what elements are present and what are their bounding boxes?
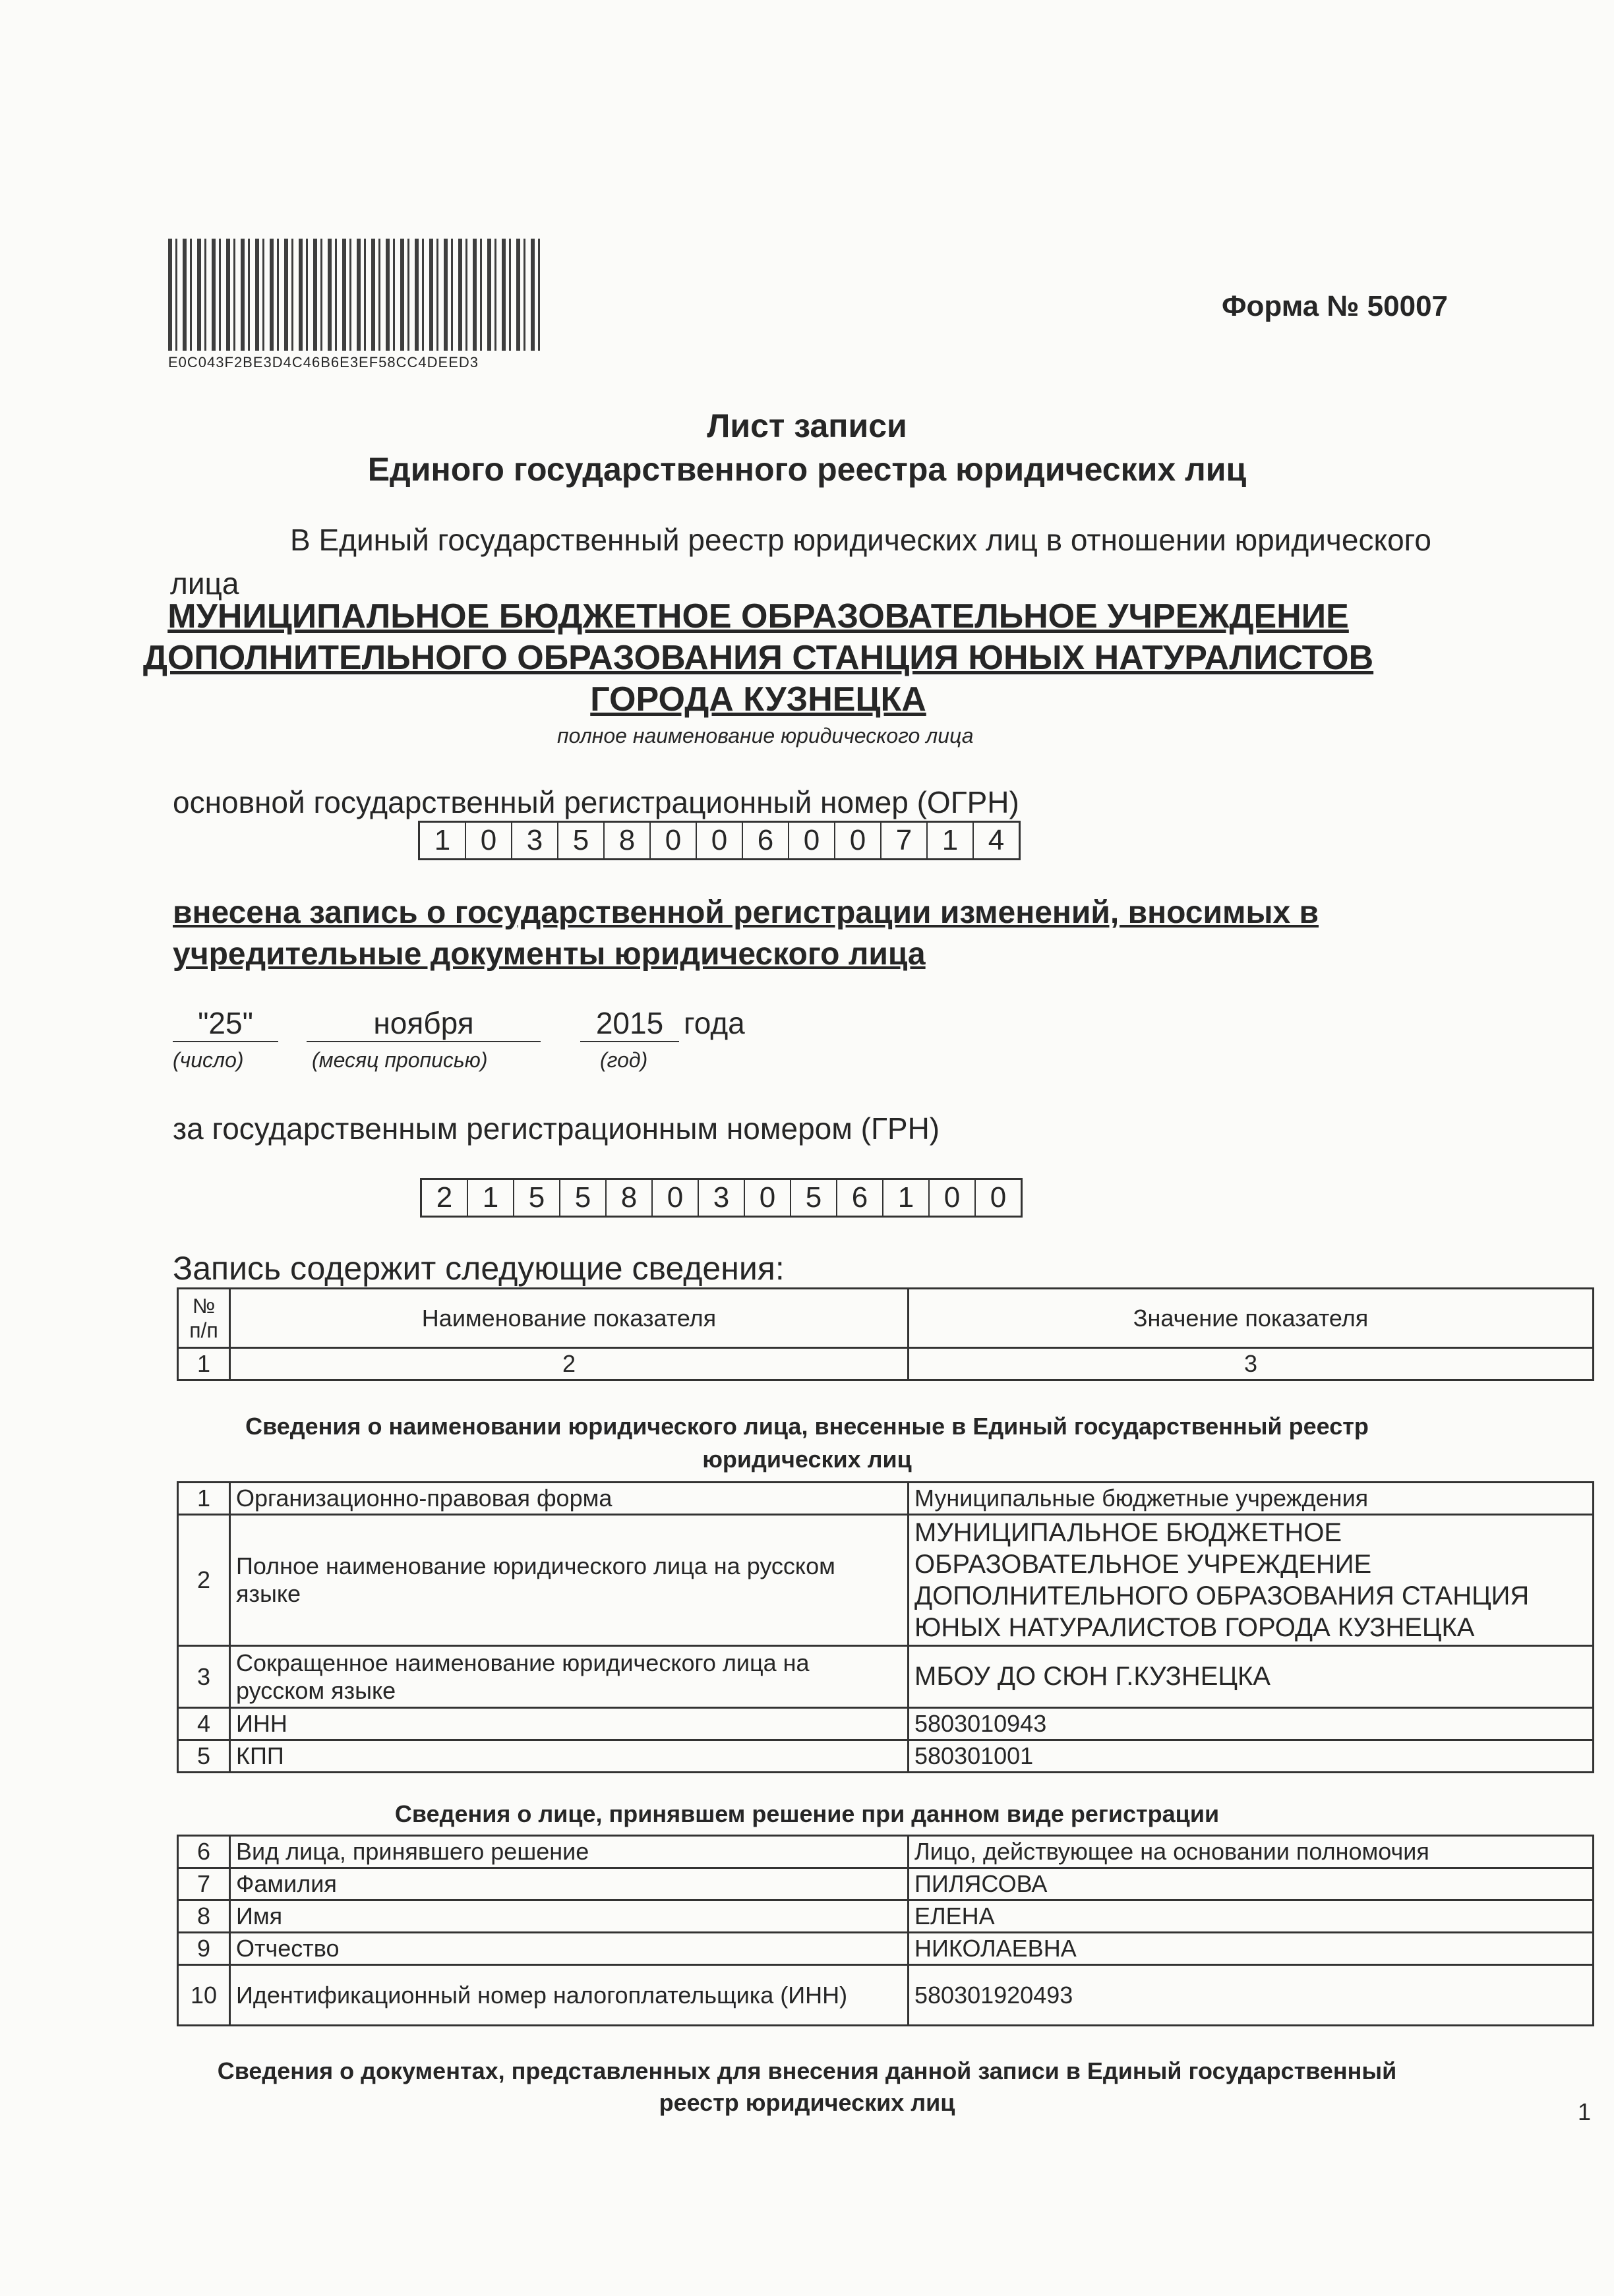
ogrn-digit: 7 — [882, 823, 928, 858]
row-name: Имя — [230, 1900, 909, 1933]
ogrn-label: основной государственный регистрационный номер (ОГРН) — [173, 785, 1019, 819]
ogrn-digit: 3 — [512, 823, 558, 858]
row-name: Организационно-правовая форма — [230, 1483, 909, 1515]
document-subtitle: Единого государственного реестра юридических лиц — [367, 451, 1247, 488]
grn-digit: 5 — [514, 1180, 560, 1216]
grn-digit: 0 — [930, 1180, 976, 1216]
intro-line: В Единый государственный реестр юридических лиц в отношении юридического — [290, 523, 1432, 557]
date-year: 2015 — [580, 1005, 679, 1042]
page-number: 1 — [1578, 2098, 1592, 2125]
row-name: Полное наименование юридического лица на русском языке — [230, 1515, 909, 1646]
row-number: 3 — [178, 1646, 230, 1708]
date-year-suffix: года — [684, 1006, 745, 1040]
header-col-value: Значение показателя — [909, 1289, 1594, 1348]
row-number: 4 — [178, 1708, 230, 1740]
grn-digit: 0 — [653, 1180, 699, 1216]
row-number: 6 — [178, 1836, 230, 1868]
row-number: 5 — [178, 1740, 230, 1773]
grn-digit: 8 — [607, 1180, 653, 1216]
qr-barcode — [168, 239, 541, 351]
header-table — [177, 1287, 1594, 1381]
decision-person-table — [177, 1835, 1594, 2026]
date-month-caption: (месяц прописью) — [312, 1048, 488, 1072]
ogrn-digit: 5 — [558, 823, 605, 858]
entry-text: внесена запись о государственной регистрации изменений, вносимых в — [173, 895, 1319, 930]
name-info-table — [177, 1481, 1594, 1773]
row-value: МУНИЦИПАЛЬНОЕ БЮДЖЕТНОЕ ОБРАЗОВАТЕЛЬНОЕ УЧРЕЖДЕНИЕ ДОПОЛНИТЕЛЬНОГО ОБРАЗОВАНИЯ СТАНЦИЯ ЮНЫХ НАТУРАЛИСТОВ ГОРОДА КУЗНЕЦКА — [909, 1515, 1594, 1646]
ogrn-digit: 1 — [928, 823, 974, 858]
date-day: "25" — [173, 1005, 278, 1042]
grn-digit: 6 — [837, 1180, 883, 1216]
grn-digit: 1 — [883, 1180, 930, 1216]
ogrn-digit: 8 — [605, 823, 651, 858]
row-name: Фамилия — [230, 1868, 909, 1900]
date-day-caption: (число) — [173, 1048, 244, 1072]
org-name-line: МУНИЦИПАЛЬНОЕ БЮДЖЕТНОЕ ОБРАЗОВАТЕЛЬНОЕ УЧРЕЖДЕНИЕ — [167, 597, 1349, 635]
row-number: 7 — [178, 1868, 230, 1900]
row-number: 1 — [178, 1483, 230, 1515]
row-value: 5803010943 — [909, 1708, 1594, 1740]
grn-digit: 2 — [422, 1180, 468, 1216]
row-value: 580301001 — [909, 1740, 1594, 1773]
section-title: Сведения о наименовании юридического лица, внесенные в Единый государственный реестр — [245, 1413, 1369, 1440]
row-value: МБОУ ДО СЮН Г.КУЗНЕЦКА — [909, 1646, 1594, 1708]
row-number: 10 — [178, 1965, 230, 2026]
ogrn-digit: 0 — [835, 823, 882, 858]
grn-digit: 0 — [990, 1181, 1007, 1214]
grn-digit: 0 — [745, 1180, 791, 1216]
section-title: юридических лиц — [702, 1446, 912, 1473]
ogrn-digit: 0 — [697, 823, 743, 858]
grn-digits — [420, 1178, 1023, 1218]
date-month: ноября — [307, 1005, 541, 1042]
org-name-line: ДОПОЛНИТЕЛЬНОГО ОБРАЗОВАНИЯ СТАНЦИЯ ЮНЫХ НАТУРАЛИСТОВ — [142, 639, 1374, 677]
ogrn-digit: 1 — [420, 823, 466, 858]
ogrn-digits — [418, 821, 1021, 860]
document-title: Лист записи — [707, 407, 907, 444]
intro-line: лица — [170, 566, 239, 601]
row-value: НИКОЛАЕВНА — [909, 1933, 1594, 1965]
row-name: Идентификационный номер налогоплательщика (ИНН) — [230, 1965, 909, 2026]
row-name: Сокращенное наименование юридического лица на русском языке — [230, 1646, 909, 1708]
row-number: 9 — [178, 1933, 230, 1965]
row-name: Вид лица, принявшего решение — [230, 1836, 909, 1868]
section-title: Сведения о документах, представленных для внесения данной записи в Единый государственный — [217, 2057, 1397, 2084]
header-index-cell: 3 — [909, 1348, 1594, 1380]
row-value: ПИЛЯСОВА — [909, 1868, 1594, 1900]
grn-digit: 5 — [791, 1180, 837, 1216]
ogrn-digit: 0 — [466, 823, 512, 858]
header-index-cell: 1 — [178, 1348, 230, 1380]
row-value: Муниципальные бюджетные учреждения — [909, 1483, 1594, 1515]
org-name-caption: полное наименование юридического лица — [557, 724, 974, 748]
row-value: Лицо, действующее на основании полномочия — [909, 1836, 1594, 1868]
grn-digit: 5 — [560, 1180, 607, 1216]
form-number: Форма № 50007 — [1222, 290, 1449, 322]
grn-digit: 3 — [699, 1180, 745, 1216]
section-title: Сведения о лице, принявшем решение при данном виде регистрации — [394, 1800, 1220, 1827]
ogrn-digit: 0 — [789, 823, 835, 858]
entry-text: учредительные документы юридического лица — [173, 937, 926, 972]
header-col-number: № п/п — [178, 1289, 230, 1348]
ogrn-digit: 0 — [651, 823, 697, 858]
grn-digit: 1 — [468, 1180, 514, 1216]
row-number: 2 — [178, 1515, 230, 1646]
ogrn-digit: 6 — [743, 823, 789, 858]
ogrn-digit: 4 — [988, 824, 1005, 856]
row-value: ЕЛЕНА — [909, 1900, 1594, 1933]
header-index-cell: 2 — [230, 1348, 909, 1380]
section-title: реестр юридических лиц — [659, 2089, 955, 2116]
grn-label: за государственным регистрационным номером (ГРН) — [173, 1111, 940, 1146]
row-number: 8 — [178, 1900, 230, 1933]
row-name: КПП — [230, 1740, 909, 1773]
row-name: Отчество — [230, 1933, 909, 1965]
row-name: ИНН — [230, 1708, 909, 1740]
barcode-text: E0C043F2BE3D4C46B6E3EF58CC4DEED3 — [168, 354, 479, 370]
org-name-line: ГОРОДА КУЗНЕЦКА — [590, 680, 926, 719]
row-value: 580301920493 — [909, 1965, 1594, 2026]
header-col-name: Наименование показателя — [230, 1289, 909, 1348]
contains-label: Запись содержит следующие сведения: — [173, 1250, 785, 1287]
date-year-caption: (год) — [600, 1048, 648, 1072]
